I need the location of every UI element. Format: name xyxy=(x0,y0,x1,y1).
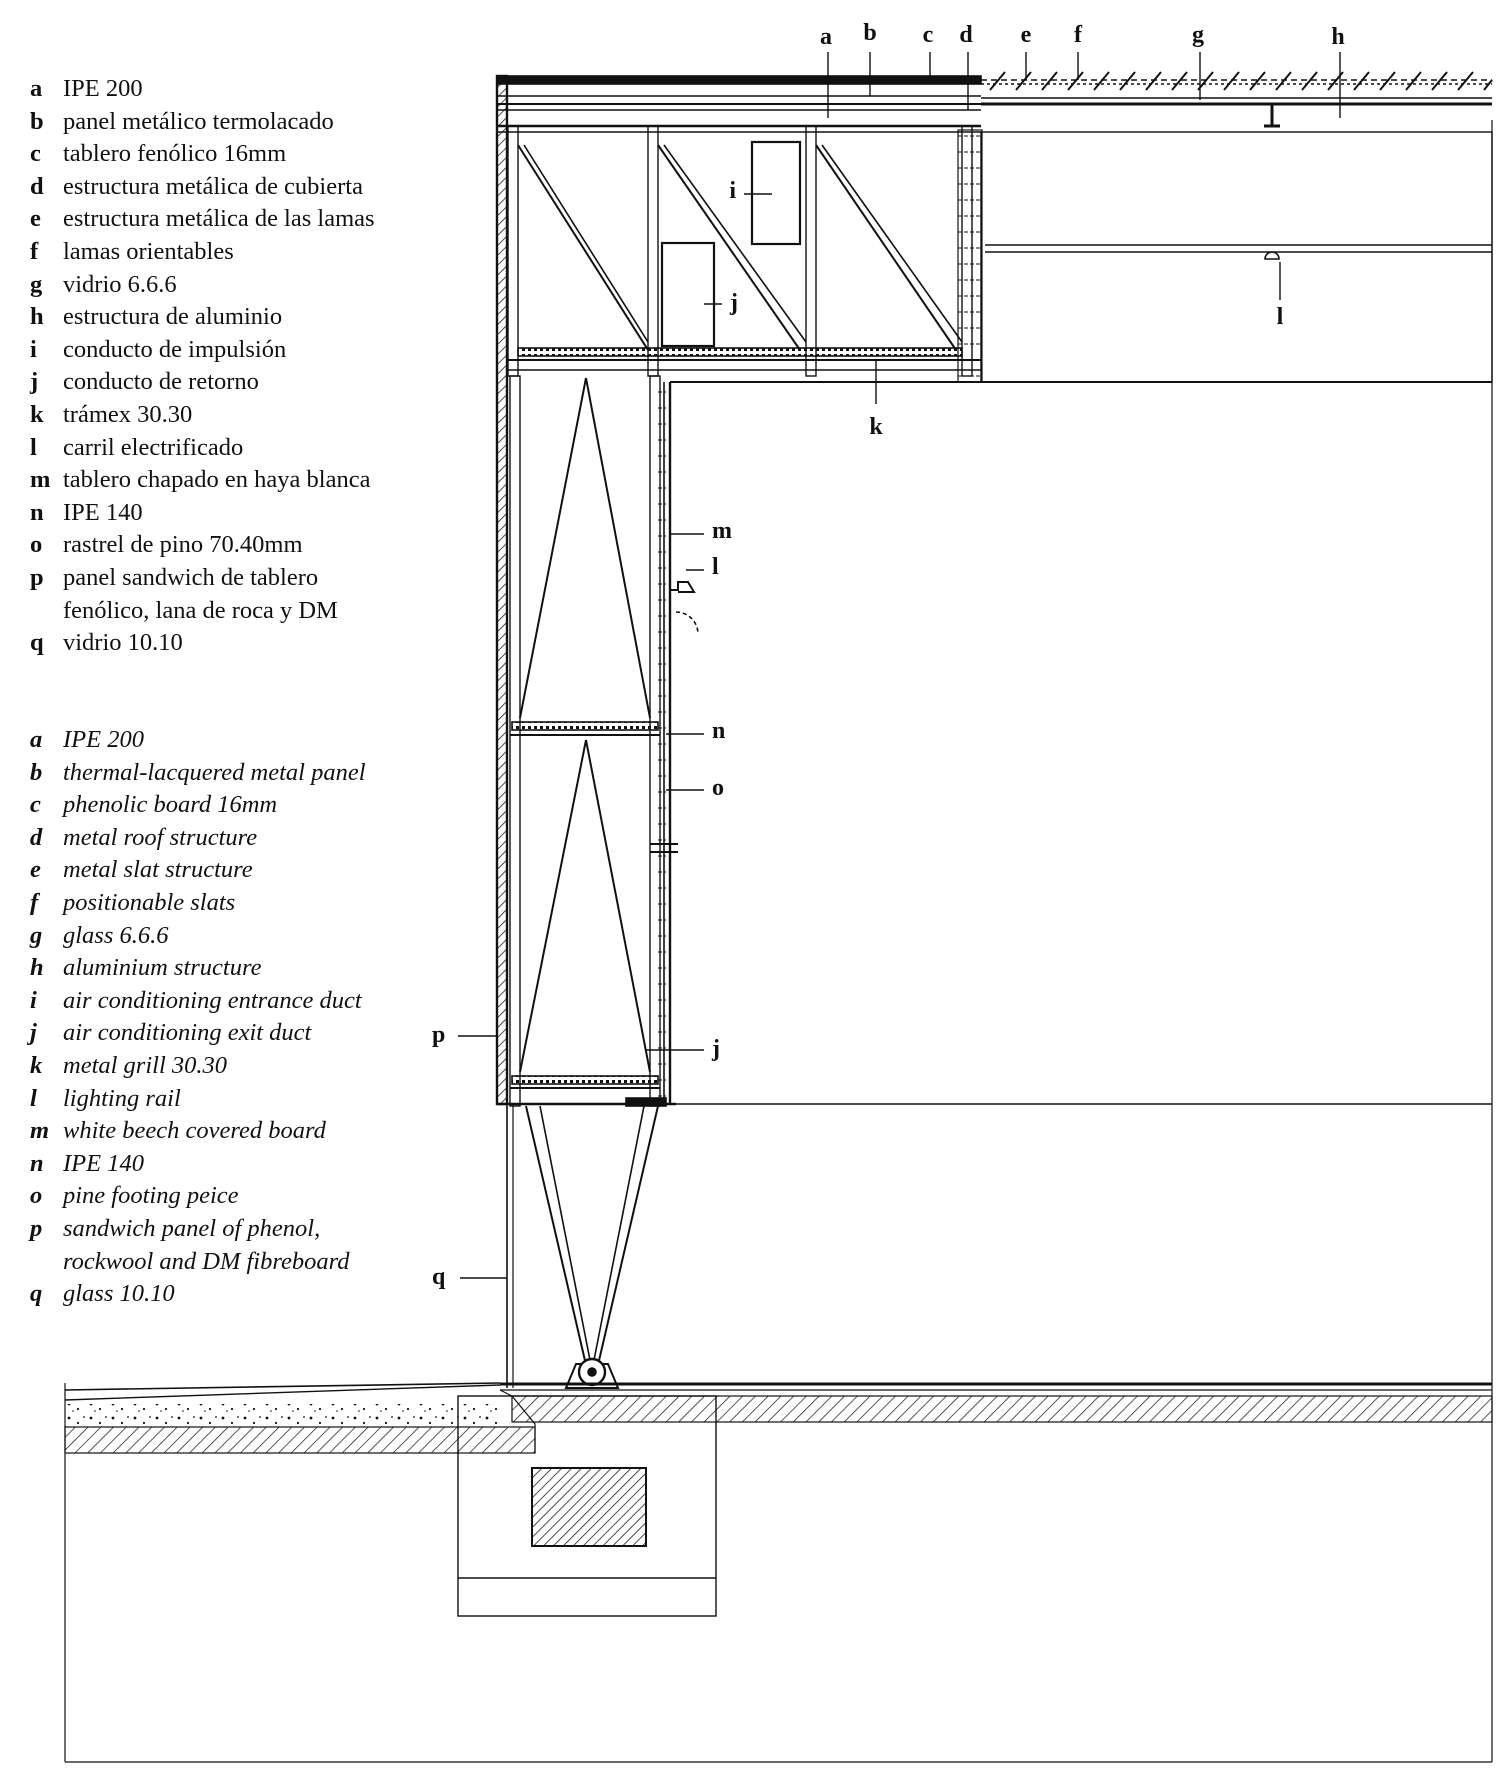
callout-g: g xyxy=(1192,22,1204,48)
legend-item: k metal grill 30.30 xyxy=(30,1051,228,1079)
legend-item: h aluminium structure xyxy=(30,954,262,982)
legend-item: l lighting rail xyxy=(30,1084,181,1112)
callout-q: q xyxy=(432,1264,446,1290)
glazing xyxy=(507,1104,658,1388)
legend-item: e estructura metálica de las lamas xyxy=(30,205,375,233)
legend-item: a IPE 200 xyxy=(30,726,144,753)
legend-item: k trámex 30.30 xyxy=(30,400,193,428)
legend-item: c tablero fenólico 16mm xyxy=(30,140,287,168)
callout-d: d xyxy=(959,22,973,48)
callout-m: m xyxy=(712,518,732,544)
callout-f: f xyxy=(1074,22,1082,48)
callout-h: h xyxy=(1331,24,1345,50)
legend-item: q glass 10.10 xyxy=(30,1280,175,1308)
leader-lines xyxy=(458,52,1340,1278)
callout-l-ceiling: l xyxy=(1276,304,1284,330)
roof-truss xyxy=(508,126,982,382)
frame-lines xyxy=(65,120,1492,1762)
legend-item: d metal roof structure xyxy=(30,823,258,851)
callout-o: o xyxy=(712,775,724,801)
slats xyxy=(990,72,1492,90)
callout-j-lower: j xyxy=(712,1036,720,1062)
wall-panel xyxy=(497,76,676,1104)
legend-item: f lamas orientables xyxy=(30,237,234,265)
legend-item: n IPE 140 xyxy=(30,1149,144,1177)
ground xyxy=(65,1383,1492,1616)
roof-assembly xyxy=(497,72,1492,382)
callout-i: i xyxy=(729,178,736,204)
legend-item: i conducto de impulsión xyxy=(30,335,287,363)
legend-item: b thermal-lacquered metal panel xyxy=(30,758,366,786)
legend-item: j conducto de retorno xyxy=(30,368,259,396)
legend-item: m tablero chapado en haya blanca xyxy=(30,466,371,494)
legend-item: a IPE 200 xyxy=(30,75,143,102)
wall-truss xyxy=(510,376,1492,1106)
legend-item: e metal slat structure xyxy=(30,856,253,884)
legend-item: g glass 6.6.6 xyxy=(30,921,169,949)
legend-item: i air conditioning entrance duct xyxy=(30,986,362,1014)
legend-item: j air conditioning exit duct xyxy=(30,1019,312,1047)
legend-item: f positionable slats xyxy=(30,888,236,916)
callout-c: c xyxy=(922,22,934,48)
legend-item: q vidrio 10.10 xyxy=(30,629,183,657)
callout-j-upper: j xyxy=(730,290,738,316)
legend-item: p sandwich panel of phenol, rockwool and DM fibreboard xyxy=(30,1214,350,1275)
callout-e: e xyxy=(1020,22,1032,48)
callout-n: n xyxy=(712,718,726,744)
legend-item: o rastrel de pino 70.40mm xyxy=(30,531,303,559)
legend-item: m white beech covered board xyxy=(30,1117,326,1145)
legend-item: h estructura de aluminio xyxy=(30,303,283,331)
legend-item: p panel sandwich de tablero fenólico, lana de roca y DM xyxy=(30,563,338,624)
callout-labels xyxy=(432,20,1345,1290)
legend-item: o pine footing peice xyxy=(30,1182,239,1210)
legend-item: l carril electrificado xyxy=(30,433,244,461)
legend-item: g vidrio 6.6.6 xyxy=(30,270,177,298)
legend-item: d estructura metálica de cubierta xyxy=(30,172,363,200)
legend-item: n IPE 140 xyxy=(30,498,143,526)
legend-item: c phenolic board 16mm xyxy=(30,791,278,819)
callout-l-wall: l xyxy=(712,554,719,580)
callout-p: p xyxy=(432,1022,446,1048)
callout-k: k xyxy=(869,414,883,440)
legend-item: b panel metálico termolacado xyxy=(30,107,334,135)
callout-a: a xyxy=(820,24,832,50)
callout-b: b xyxy=(863,20,877,46)
